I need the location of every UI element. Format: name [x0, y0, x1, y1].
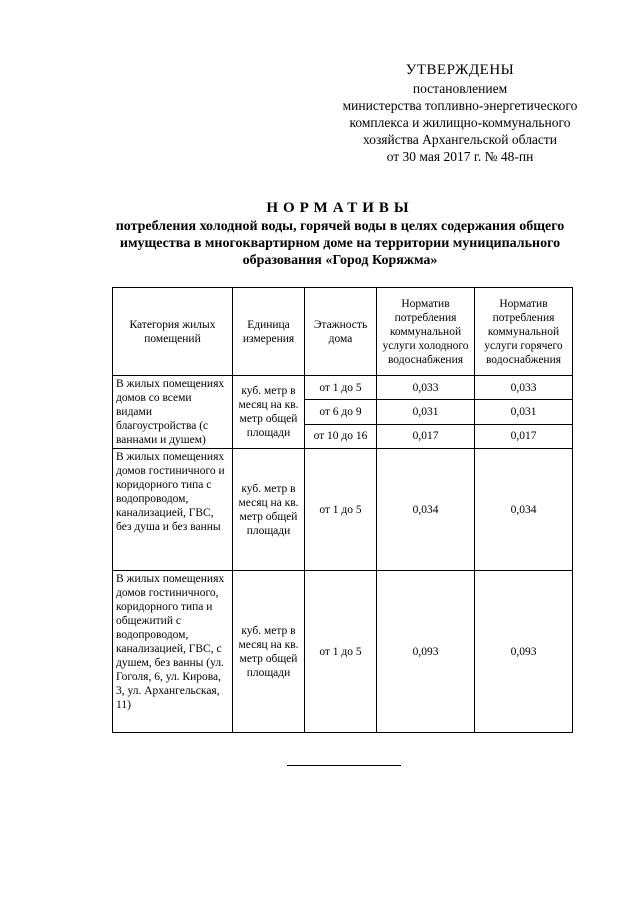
cold-norm-cell: 0,034 — [377, 449, 475, 571]
approval-line: постановлением — [412, 81, 508, 96]
hot-norm-cell: 0,031 — [475, 400, 573, 424]
header-cold-norm: Норматив потребления коммунальной услуги холодного водоснабжения — [377, 288, 475, 376]
floors-cell: от 6 до 9 — [305, 400, 377, 424]
norms-table — [112, 287, 573, 733]
approval-line: хозяйства Архангельской области — [362, 132, 558, 147]
approval-line: от 30 мая 2017 г. № 48-пн — [386, 149, 534, 164]
hot-norm-cell: 0,093 — [475, 571, 573, 733]
floors-cell: от 1 до 5 — [305, 376, 377, 400]
approval-block — [300, 60, 620, 165]
cold-norm-cell: 0,031 — [377, 400, 475, 424]
header-unit: Единица измерения — [233, 288, 305, 376]
unit-cell: куб. метр в месяц на кв. метр общей площади — [233, 449, 305, 571]
hot-norm-cell: 0,034 — [475, 449, 573, 571]
floors-cell: от 1 до 5 — [305, 571, 377, 733]
hot-norm-cell: 0,033 — [475, 376, 573, 400]
floors-cell: от 1 до 5 — [305, 449, 377, 571]
table-row — [113, 376, 573, 400]
table-row — [113, 449, 573, 571]
hot-norm-cell: 0,017 — [475, 424, 573, 448]
floors-cell: от 10 до 16 — [305, 424, 377, 448]
header-category: Категория жилых помещений — [113, 288, 233, 376]
cold-norm-cell: 0,017 — [377, 424, 475, 448]
approval-line: комплекса и жилищно-коммунального — [349, 115, 571, 130]
cold-norm-cell: 0,093 — [377, 571, 475, 733]
approval-line: министерства топливно-энергетического — [342, 98, 578, 113]
table-header-row — [113, 288, 573, 376]
unit-cell: куб. метр в месяц на кв. метр общей площади — [233, 571, 305, 733]
cold-norm-cell: 0,033 — [377, 376, 475, 400]
category-cell: В жилых помещениях домов гостиничного и коридорного типа с водопроводом, канализацией, ГВС, без душа и без ванны — [113, 449, 233, 571]
document-title — [80, 198, 600, 269]
title-main: НОРМАТИВЫ — [266, 200, 414, 216]
title-sub-line: имущества в многоквартирном доме на территории муниципального — [119, 236, 561, 251]
header-floors: Этажность дома — [305, 288, 377, 376]
title-sub-line: потребления холодной воды, горячей воды в целях содержания общего — [115, 219, 565, 234]
closing-separator-line — [287, 765, 401, 766]
title-sub-line: образования «Город Коряжма» — [242, 253, 438, 268]
table-row — [113, 571, 573, 733]
header-hot-norm: Норматив потребления коммунальной услуги горячего водоснабжения — [475, 288, 573, 376]
category-cell: В жилых помещениях домов гостиничного, коридорного типа и общежитий с водопроводом, канализацией, ГВС, с душем, без ванны (ул. Гоголя, 6, ул. Кирова, 3, ул. Архангельская, 11) — [113, 571, 233, 733]
approval-heading: УТВЕРЖДЕНЫ — [405, 62, 515, 78]
category-cell: В жилых помещениях домов со всеми видами благоустройства (с ваннами и душем) — [113, 376, 233, 449]
unit-cell: куб. метр в месяц на кв. метр общей площади — [233, 376, 305, 449]
